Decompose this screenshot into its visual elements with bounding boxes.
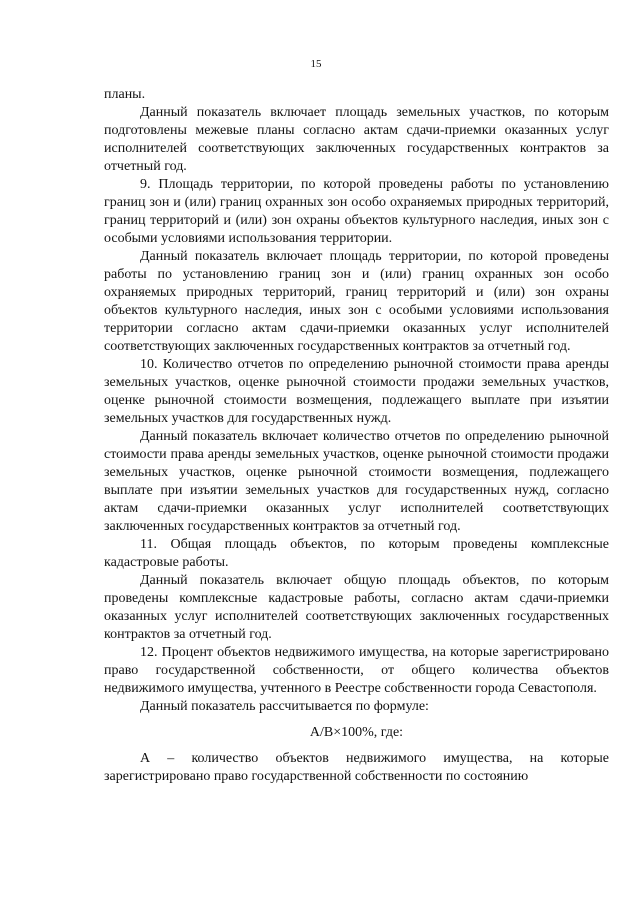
paragraph-item-9: 9. Площадь территории, по которой проведены работы по установлению границ зон и (или) границ охранных зон особо охраняемых природных территорий, границ территорий и (или) зон охраны объектов культурного наследия, иных зон с особыми условиями использования территории. [104, 177, 609, 246]
paragraph-item-11-description: Данный показатель включает общую площадь объектов, по которым проведены комплексные кадастровые работы, согласно актам сдачи-приемки оказанных услуг исполнителей соответствующих заключенных государственных контрактов за отчетный год. [104, 573, 609, 642]
document-body [104, 86, 609, 786]
paragraph-formula-intro: Данный показатель рассчитывается по формуле: [140, 699, 429, 714]
paragraph-2: Данный показатель включает площадь земельных участков, по которым подготовлены межевые планы согласно актам сдачи-приемки оказанных услуг исполнителей соответствующих заключенных государственных контрактов за отчетный год. [104, 105, 609, 174]
paragraph-variable-a: А – количество объектов недвижимого имущества, на которые зарегистрировано право государственной собственности по состоянию [104, 751, 609, 784]
paragraph-item-9-description: Данный показатель включает площадь территории, по которой проведены работы по установлению границ зон и (или) границ охранных зон особо охраняемых природных территорий, границ территорий и (или) зон охраны объектов культурного наследия, иных зон с особыми условиями использования территории согласно актам сдачи-приемки оказанных услуг исполнителей соответствующих заключенных государственных контрактов за отчетный год. [104, 249, 609, 354]
paragraph-item-10-description: Данный показатель включает количество отчетов по определению рыночной стоимости права аренды земельных участков, оценке рыночной стоимости продажи земельных участков, оценке рыночной стоимости возмещения, подлежащего выплате при изъятии земельных участков для государственных нужд, согласно актам сдачи-приемки оказанных услуг исполнителей соответствующих заключенных государственных контрактов за отчетный год. [104, 429, 609, 534]
paragraph-1: планы. [104, 87, 146, 102]
page-number: 15 [310, 58, 322, 70]
paragraph-item-10: 10. Количество отчетов по определению рыночной стоимости права аренды земельных участков, оценке рыночной стоимости продажи земельных участков, оценке рыночной стоимости возмещения, подлежащего выплате при изъятии земельных участков для государственных нужд. [104, 357, 609, 426]
formula: А/В×100%, где: [309, 725, 404, 740]
paragraph-item-11: 11. Общая площадь объектов, по которым проведены комплексные кадастровые работы. [104, 537, 609, 570]
paragraph-item-12: 12. Процент объектов недвижимого имущества, на которые зарегистрировано право государственной собственности, от общего количества объектов недвижимого имущества, учтенного в Реестре собственности города Севастополя. [104, 645, 609, 696]
